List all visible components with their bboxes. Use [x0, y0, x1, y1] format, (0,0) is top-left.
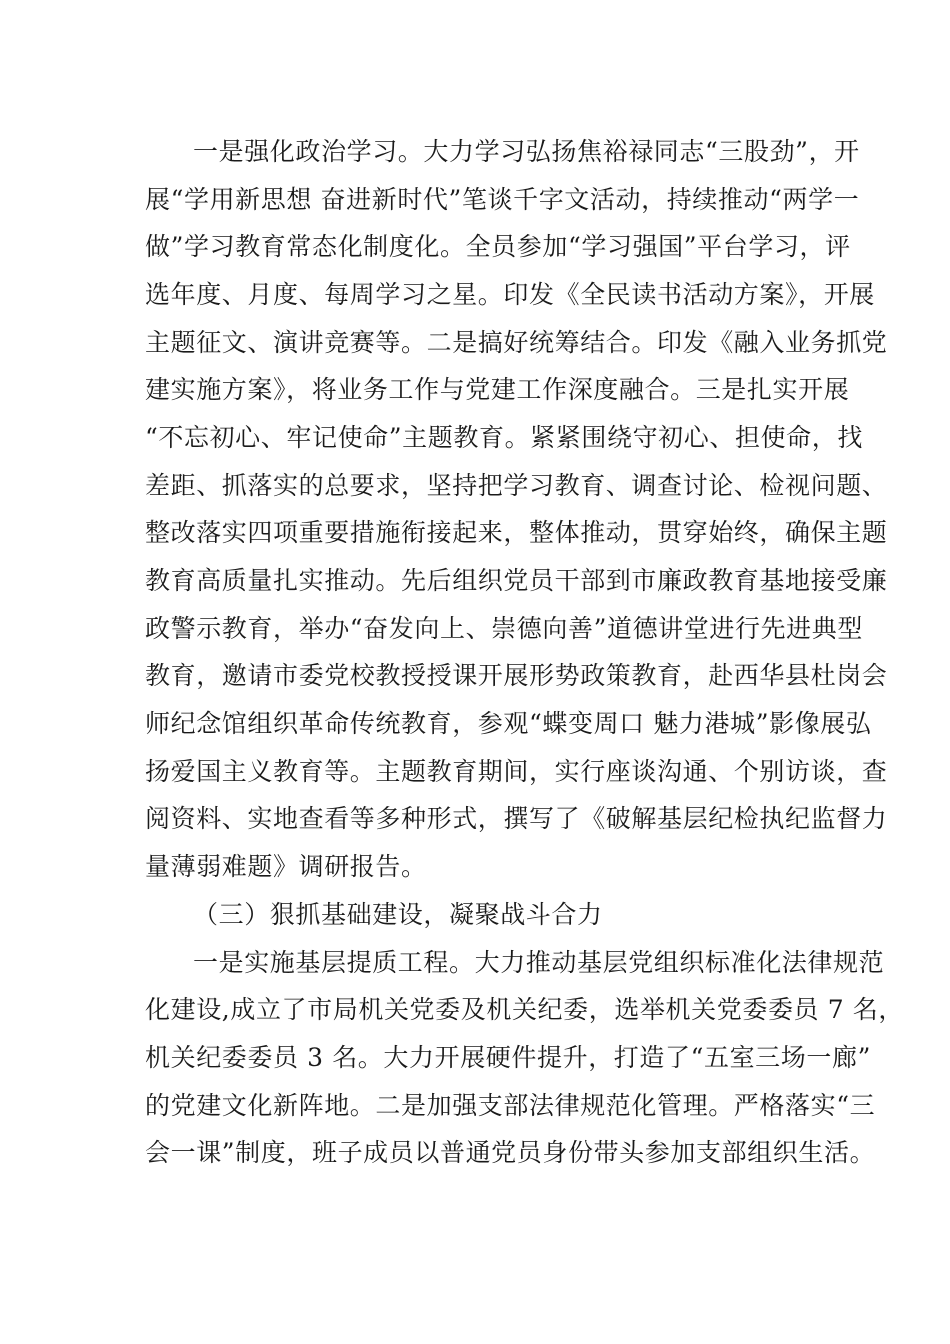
paragraph-line: 机关纪委委员 3 名。大力开展硬件提升，打造了“五室三场一廊”	[145, 1043, 871, 1072]
paragraph-line: 一是强化政治学习。大力学习弘扬焦裕禄同志“三股劲”，开	[193, 137, 860, 166]
paragraph-line: 选年度、月度、每周学习之星。印发《全民读书活动方案》，开展	[145, 280, 875, 309]
paragraph-line: 一是实施基层提质工程。大力推动基层党组织标准化法律规范	[193, 948, 885, 977]
paragraph-line: 做”学习教育常态化制度化。全员参加“学习强国”平台学习，评	[145, 232, 851, 261]
section-heading: （三）狠抓基础建设，凝聚战斗合力	[193, 900, 603, 929]
paragraph-line: 差距、抓落实的总要求，坚持把学习教育、调查讨论、检视问题、	[145, 471, 888, 500]
paragraph-line: 师纪念馆组织革命传统教育，参观“蝶变周口 魅力港城”影像展弘	[145, 709, 872, 738]
paragraph-line: 会一课”制度，班子成员以普通党员身份带头参加支部组织生活。	[145, 1138, 876, 1167]
paragraph-line: 阅资料、实地查看等多种形式，撰写了《破解基层纪检执纪监督力	[145, 804, 888, 833]
paragraph-line: 教育高质量扎实推动。先后组织党员干部到市廉政教育基地接受廉	[145, 566, 888, 595]
paragraph-line: 扬爱国主义教育等。主题教育期间，实行座谈沟通、个别访谈，查	[145, 757, 888, 786]
paragraph-line: 展“学用新思想 奋进新时代”笔谈千字文活动，持续推动“两学一	[145, 185, 860, 214]
paragraph-line: “不忘初心、牢记使命”主题教育。紧紧围绕守初心、担使命，找	[145, 423, 863, 452]
paragraph-line: 教育，邀请市委党校教授授课开展形势政策教育，赴西华县杜岗会	[145, 661, 888, 690]
paragraph-line: 的党建文化新阵地。二是加强支部法律规范化管理。严格落实“三	[145, 1091, 876, 1120]
paragraph-line: 建实施方案》，将业务工作与党建工作深度融合。三是扎实开展	[145, 375, 850, 404]
paragraph-line: 主题征文、演讲竞赛等。二是搞好统筹结合。印发《融入业务抓党	[145, 328, 888, 357]
paragraph-line: 政警示教育，举办“奋发向上、崇德向善”道德讲堂进行先进典型	[145, 614, 863, 643]
paragraph-line: 化建设,成立了市局机关党委及机关纪委，选举机关党委委员 7 名，	[145, 995, 904, 1024]
paragraph-line: 量薄弱难题》调研报告。	[145, 852, 427, 881]
paragraph-line: 整改落实四项重要措施衔接起来，整体推动，贯穿始终，确保主题	[145, 518, 888, 547]
